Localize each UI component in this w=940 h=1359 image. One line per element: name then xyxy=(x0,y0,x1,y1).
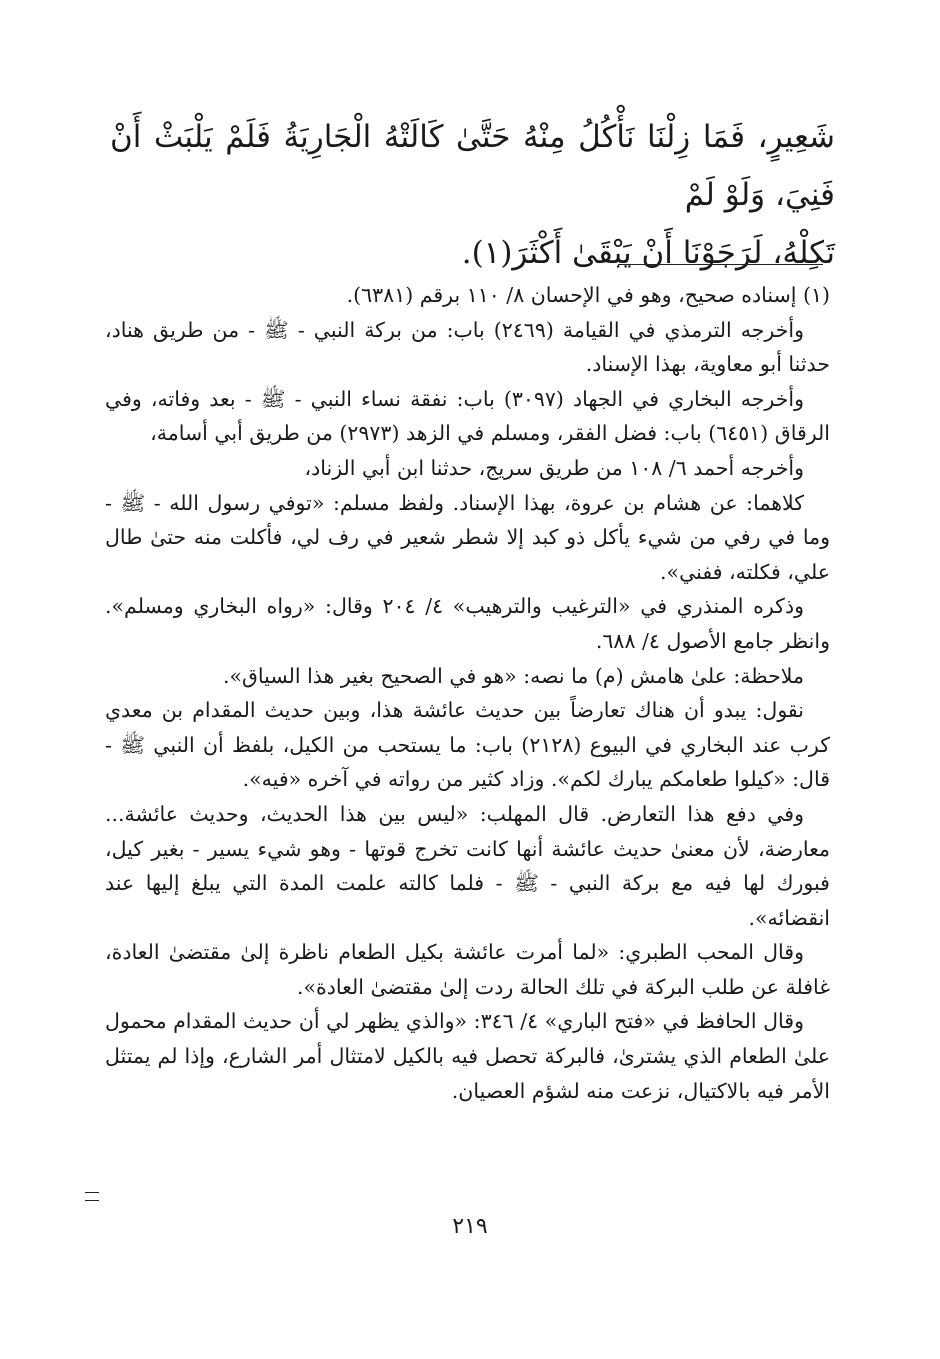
footnote-paragraph: وقال المحب الطبري: «لما أمرت عائشة بكيل الطعام ناظرة إلىٰ مقتضىٰ العادة، غافلة عن طلب البركة في تلك الحالة ردت إلىٰ مقتضىٰ العادة». xyxy=(105,940,830,999)
hadith-line-2: تَكِلْهُ، لَرَجَوْنَا أَنْ يَبْقَىٰ أَكْثَرَ(١). xyxy=(461,235,835,271)
hadith-text xyxy=(110,108,835,282)
footnote-paragraph: كلاهما: عن هشام بن عروة، بهذا الإسناد. ولفظ مسلم: «توفي رسول الله - ﷺ - وما في رفي من شيء يأكل ذو كبد إلا شطر شعير في رف لي، فأكلت منه حتىٰ طال علي، فكلته، ففني». xyxy=(105,490,830,584)
footnote-paragraph: ملاحظة: علىٰ هامش (م) ما نصه: «هو في الصحيح بغير هذا السياق». xyxy=(222,663,804,688)
hadith-line-1: شَعِيرٍ، فَمَا زِلْنَا نَأْكُلُ مِنْهُ حَتَّىٰ كَالَتْهُ الْجَارِيَةُ فَلَمْ يَلْبَثْ أَنْ فَنِيَ، وَلَوْ لَمْ xyxy=(110,119,835,213)
footnote-paragraph: وأخرجه البخاري في الجهاد (٣٠٩٧) باب: نفقة نساء النبي - ﷺ - بعد وفاته، وفي الرقاق (٦٤٥١) باب: فضل الفقر، ومسلم في الزهد (٢٩٧٣) من طريق أبي أسامة، xyxy=(105,386,830,446)
footnote-paragraph: (١) إسناده صحيح، وهو في الإحسان ٨/ ١١٠ برقم (٦٣٨١). xyxy=(346,283,830,307)
footnote-paragraph: وفي دفع هذا التعارض. قال المهلب: «ليس بين هذا الحديث، وحديث عائشة... معارضة، لأن معنىٰ حديث عائشة أنها كانت تخرج قوتها - وهو شيء يسير - بغير كيل، فبورك لها فيه مع بركة النبي - ﷺ - فلما كالته علمت المدة التي يبلغ إليها عند انقضائه». xyxy=(105,801,830,930)
page-number: ٢١٩ xyxy=(452,1214,488,1239)
footnote-separator xyxy=(618,264,823,265)
footnote-paragraph: وذكره المنذري في «الترغيب والترهيب» ٤/ ٢٠٤ وقال: «رواه البخاري ومسلم». وانظر جامع الأصول ٤/ ٦٨٨. xyxy=(105,594,830,653)
footnote-paragraph: وقال الحافظ في «فتح الباري» ٤/ ٣٤٦: «والذي يظهر لي أن حديث المقدام محمول علىٰ الطعام الذي يشترىٰ، فالبركة تحصل فيه بالكيل لامتثال أمر الشارع، وإذا لم يمتثل الأمر فيه بالاكتيال، نزعت منه لشؤم العصيان. xyxy=(105,1009,830,1103)
footnote-paragraph: نقول: يبدو أن هناك تعارضاً بين حديث عائشة هذا، وبين حديث المقدام بن معدي كرب عند البخاري في البيوع (٢١٢٨) باب: ما يستحب من الكيل، بلفظ أن النبي ﷺ - قال: «كيلوا طعامكم يبارك لكم». وزاد كثير من رواته في آخره «فيه». xyxy=(105,698,830,792)
footnotes xyxy=(105,278,830,1108)
footnote-paragraph: وأخرجه أحمد ٦/ ١٠٨ من طريق سريج، حدثنا ابن أبي الزناد، xyxy=(304,455,804,480)
footnote-paragraph: وأخرجه الترمذي في القيامة (٢٤٦٩) باب: من بركة النبي - ﷺ - من طريق هناد، حدثنا أبو معاوية، بهذا الإسناد. xyxy=(105,317,830,377)
continuation-mark xyxy=(85,1192,99,1201)
